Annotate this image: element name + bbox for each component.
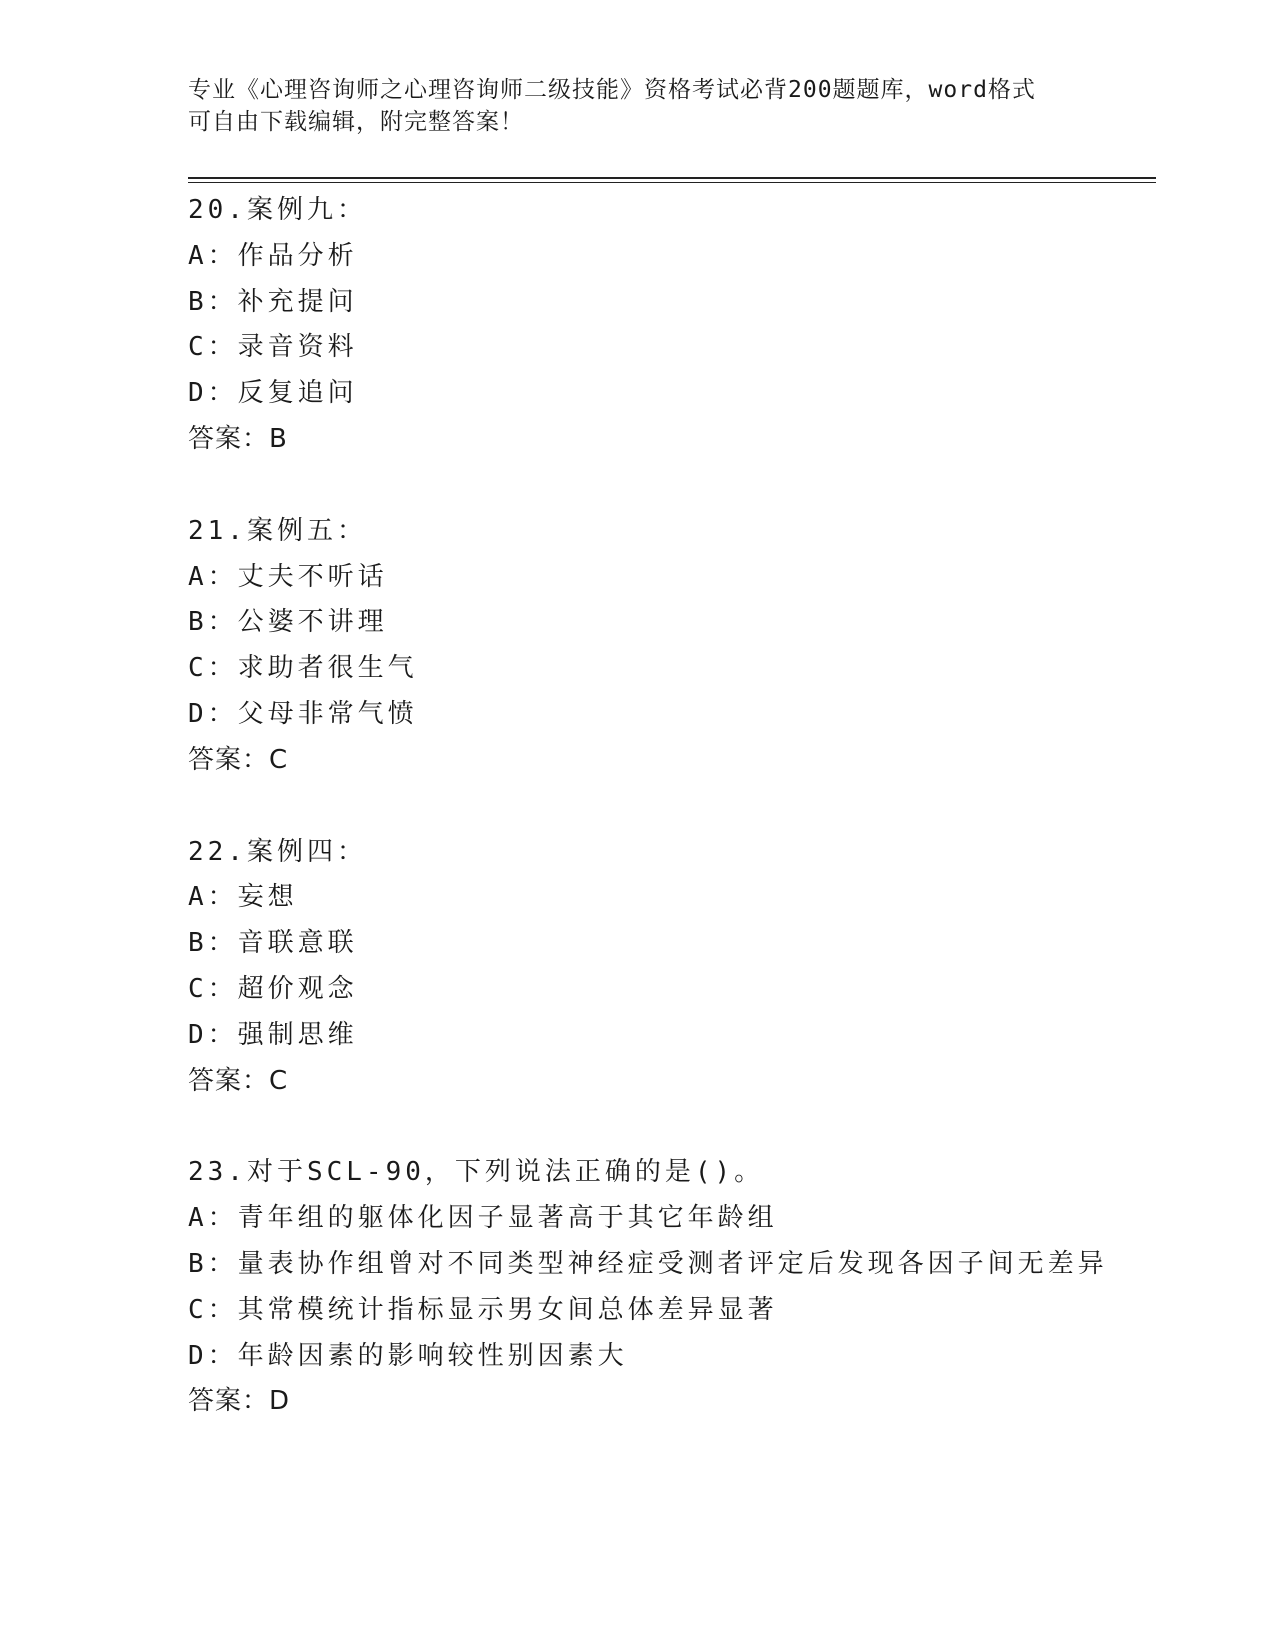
- question-20: [188, 188, 1158, 463]
- option-b: B：量表协作组曾对不同类型神经症受测者评定后发现各因子间无差异: [188, 1248, 1108, 1279]
- option-b: B：公婆不讲理: [188, 607, 388, 638]
- option-d: D：年龄因素的影响较性别因素大: [188, 1340, 628, 1371]
- answer-text: 答案：B: [188, 423, 288, 454]
- header-line-2: 可自由下载编辑，附完整答案！: [188, 109, 524, 135]
- question-22: [188, 830, 1158, 1105]
- question-stem: 23.对于SCL-90，下列说法正确的是()。: [188, 1157, 765, 1188]
- question-stem: 22.案例四：: [188, 836, 367, 867]
- question-23: [188, 1150, 1158, 1425]
- option-a: A：青年组的躯体化因子显著高于其它年龄组: [188, 1203, 778, 1234]
- answer-text: 答案：C: [188, 1065, 289, 1096]
- header-divider: [188, 177, 1156, 183]
- option-c: C：超价观念: [188, 973, 358, 1004]
- option-c: C：求助者很生气: [188, 653, 418, 684]
- answer-text: 答案：D: [188, 1386, 291, 1417]
- header-line-1: 专业《心理咨询师之心理咨询师二级技能》资格考试必背200题题库，word格式: [188, 77, 1036, 103]
- document-header: [188, 74, 1088, 138]
- option-d: D：强制思维: [188, 1019, 358, 1050]
- question-21: [188, 509, 1158, 784]
- option-c: C：其常模统计指标显示男女间总体差异显著: [188, 1294, 778, 1325]
- option-a: A：丈夫不听话: [188, 561, 388, 592]
- option-a: A：妄想: [188, 882, 298, 913]
- option-a: A：作品分析: [188, 240, 358, 271]
- question-stem: 20.案例九：: [188, 195, 367, 225]
- option-d: D：反复追问: [188, 378, 358, 409]
- option-d: D：父母非常气愤: [188, 698, 418, 729]
- option-b: B：音联意联: [188, 928, 358, 959]
- question-stem: 21.案例五：: [188, 515, 367, 546]
- option-c: C：录音资料: [188, 332, 358, 363]
- option-b: B：补充提问: [188, 286, 358, 317]
- answer-text: 答案：C: [188, 744, 289, 775]
- question-list: [188, 188, 1158, 1471]
